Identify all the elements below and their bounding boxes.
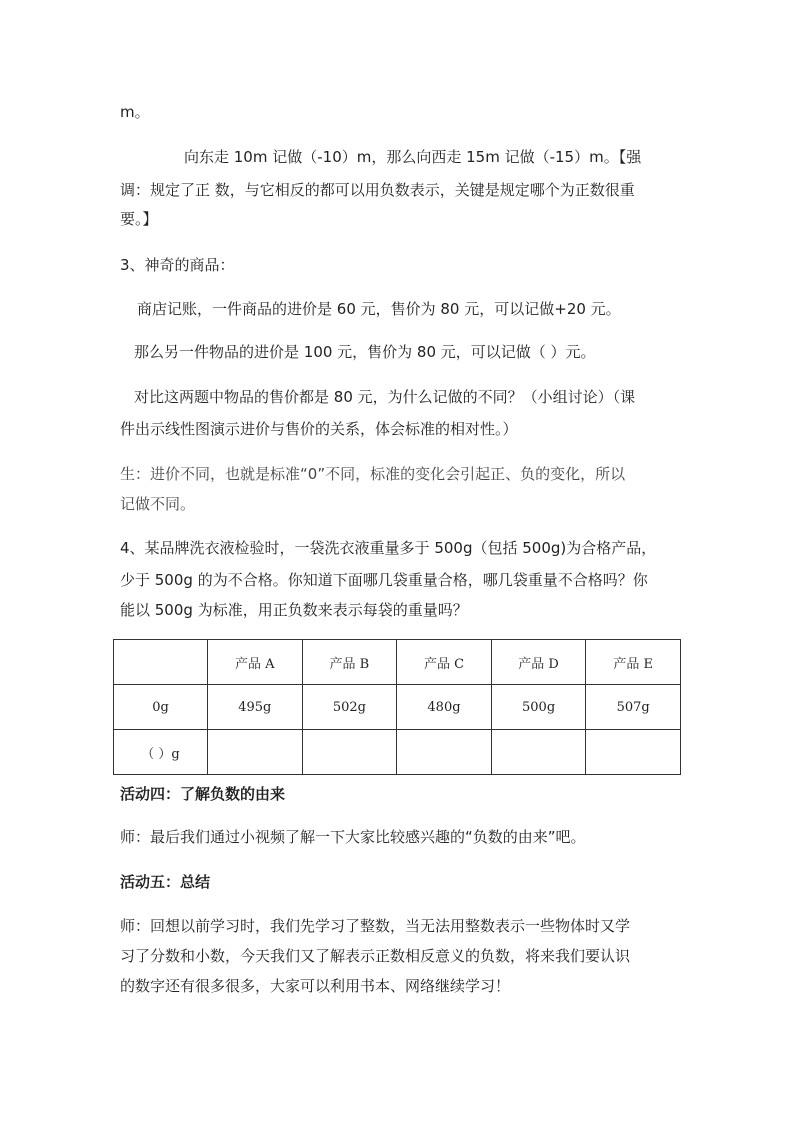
table-cell: 产品 C	[397, 640, 492, 685]
section-3-title: 3、神奇的商品：	[120, 256, 235, 274]
student-line-2: 记做不同。	[120, 495, 196, 513]
table-cell	[586, 730, 681, 775]
compare-line-2: 件出示线性图演示进价与售价的关系，体会标准的相对性。）	[120, 420, 518, 438]
table-cell: 480g	[397, 685, 492, 730]
activity-5-line-1: 师：回想以前学习时，我们先学习了整数，当无法用整数表示一些物体时又学	[120, 917, 631, 935]
table-cell: 产品 E	[586, 640, 681, 685]
activity-5-title: 活动五：总结	[120, 873, 211, 891]
shop-line-1: 商店记账，一件商品的进价是 60 元，售价为 80 元，可以记做+20 元。	[137, 300, 621, 318]
shop-line-2: 那么另一件物品的进价是 100 元，售价为 80 元，可以记做（ ）元。	[134, 343, 596, 361]
table-cell: 495g	[208, 685, 303, 730]
table-header-row	[114, 640, 681, 685]
p-m: m。	[120, 103, 150, 121]
activity-4-text: 师：最后我们通过小视频了解一下大家比较感兴趣的“负数的由来”吧。	[120, 828, 586, 846]
question-4-line-3: 能以 500g 为标准，用正负数来表示每袋的重量吗？	[120, 601, 468, 619]
table-cell: 507g	[586, 685, 681, 730]
table-cell: 产品 B	[302, 640, 397, 685]
table-cell: 0g	[114, 685, 208, 730]
east-west-line-2: 调：规定了正 数，与它相反的都可以用负数表示，关键是规定哪个为正数很重	[120, 181, 635, 199]
student-line-1: 生：进价不同，也就是标准“0”不同，标准的变化会引起正、负的变化，所以	[120, 465, 626, 483]
table-cell: （ ）g	[114, 730, 208, 775]
table-cell	[114, 640, 208, 685]
table-row	[114, 685, 681, 730]
compare-line-1: 对比这两题中物品的售价都是 80 元，为什么记做的不同？（小组讨论）（课	[134, 388, 636, 406]
table-cell	[397, 730, 492, 775]
table-cell	[302, 730, 397, 775]
table-cell: 产品 D	[491, 640, 586, 685]
table-cell: 500g	[491, 685, 586, 730]
question-4-line-1: 4、某品牌洗衣液检验时，一袋洗衣液重量多于 500g（包括 500g)为合格产品，	[120, 539, 657, 557]
table-cell: 产品 A	[208, 640, 303, 685]
table-cell	[491, 730, 586, 775]
activity-5-line-2: 习了分数和小数，今天我们又了解表示正数相反意义的负数，将来我们要认识	[120, 947, 631, 965]
activity-4-title: 活动四：了解负数的由来	[120, 785, 286, 803]
activity-5-line-3: 的数字还有很多很多，大家可以利用书本、网络继续学习！	[120, 977, 511, 995]
table-cell: 502g	[302, 685, 397, 730]
table-row	[114, 730, 681, 775]
question-4-line-2: 少于 500g 的为不合格。你知道下面哪几袋重量合格，哪几袋重量不合格吗？你	[120, 571, 648, 589]
weight-table	[113, 639, 681, 775]
table-cell	[208, 730, 303, 775]
east-west-line-1: 向东走 10m 记做（-10）m，那么向西走 15m 记做（-15）m。【强	[184, 148, 642, 166]
east-west-line-3: 要。】	[120, 210, 158, 228]
